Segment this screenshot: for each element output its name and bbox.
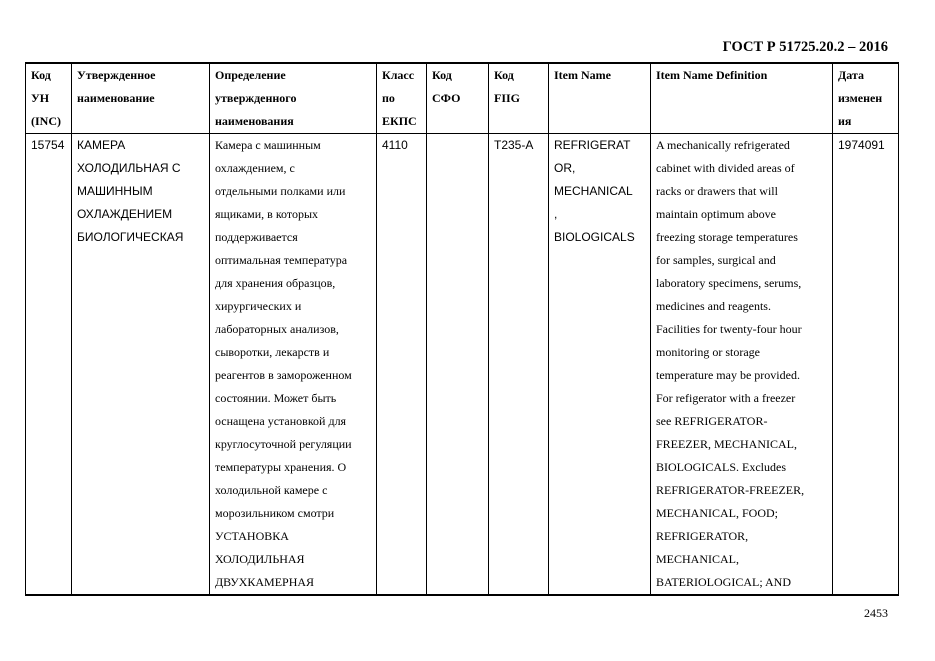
cell-sfo-code	[427, 134, 489, 596]
page-number: 2453	[864, 606, 888, 620]
cell-item-name: REFRIGERAT OR, MECHANICAL , BIOLOGICALS	[549, 134, 651, 596]
column-header-change-date: Дата изменен ия	[833, 63, 899, 134]
cell-inc: 15754	[26, 134, 72, 596]
cell-definition: Камера с машинным охлаждением, с отдельными полками или ящиками, в которых поддерживается оптимальная температура для хранения образцов, хирургических и лабораторных анализов, сыворотки, лекарств и реагентов в замороженном состоянии. Может быть оснащена установкой для круглосуточной регуляции температуры хранения. О холодильной камере с морозильником смотри УСТАНОВКА ХОЛОДИЛЬНАЯ ДВУХКАМЕРНАЯ	[210, 134, 377, 596]
column-header-item-name-definition: Item Name Definition	[651, 63, 833, 134]
document-code: ГОСТ Р 51725.20.2 – 2016	[722, 39, 888, 55]
cell-item-name-definition: A mechanically refrigerated cabinet with divided areas of racks or drawers that will maintain optimum above freezing storage temperatures for samples, surgical and laboratory specimens, serums, medicines and reagents. Facilities for twenty-four hour monitoring or storage temperature may be provided. For refigerator with a freezer see REFRIGERATOR- FREEZER, MECHANICAL, BIOLOGICALS. Excludes REFRIGERATOR-FREEZER, MECHANICAL, FOOD; REFRIGERATOR, MECHANICAL, BATERIOLOGICAL; AND	[651, 134, 833, 596]
column-header-fiig-code: Код FIIG	[489, 63, 549, 134]
cell-ekps-class: 4110	[377, 134, 427, 596]
cell-approved-name: КАМЕРА ХОЛОДИЛЬНАЯ С МАШИННЫМ ОХЛАЖДЕНИЕМ БИОЛОГИЧЕСКАЯ	[72, 134, 210, 596]
cell-change-date: 1974091	[833, 134, 899, 596]
cell-fiig-code: T235-A	[489, 134, 549, 596]
column-header-inc: Код УН (INC)	[26, 63, 72, 134]
column-header-item-name: Item Name	[549, 63, 651, 134]
table-row	[26, 134, 899, 596]
column-header-definition: Определение утвержденного наименования	[210, 63, 377, 134]
registry-table	[25, 62, 899, 596]
column-header-approved-name: Утвержденное наименование	[72, 63, 210, 134]
column-header-sfo-code: Код СФО	[427, 63, 489, 134]
column-header-ekps-class: Класс по ЕКПС	[377, 63, 427, 134]
table-header-row	[26, 63, 899, 134]
